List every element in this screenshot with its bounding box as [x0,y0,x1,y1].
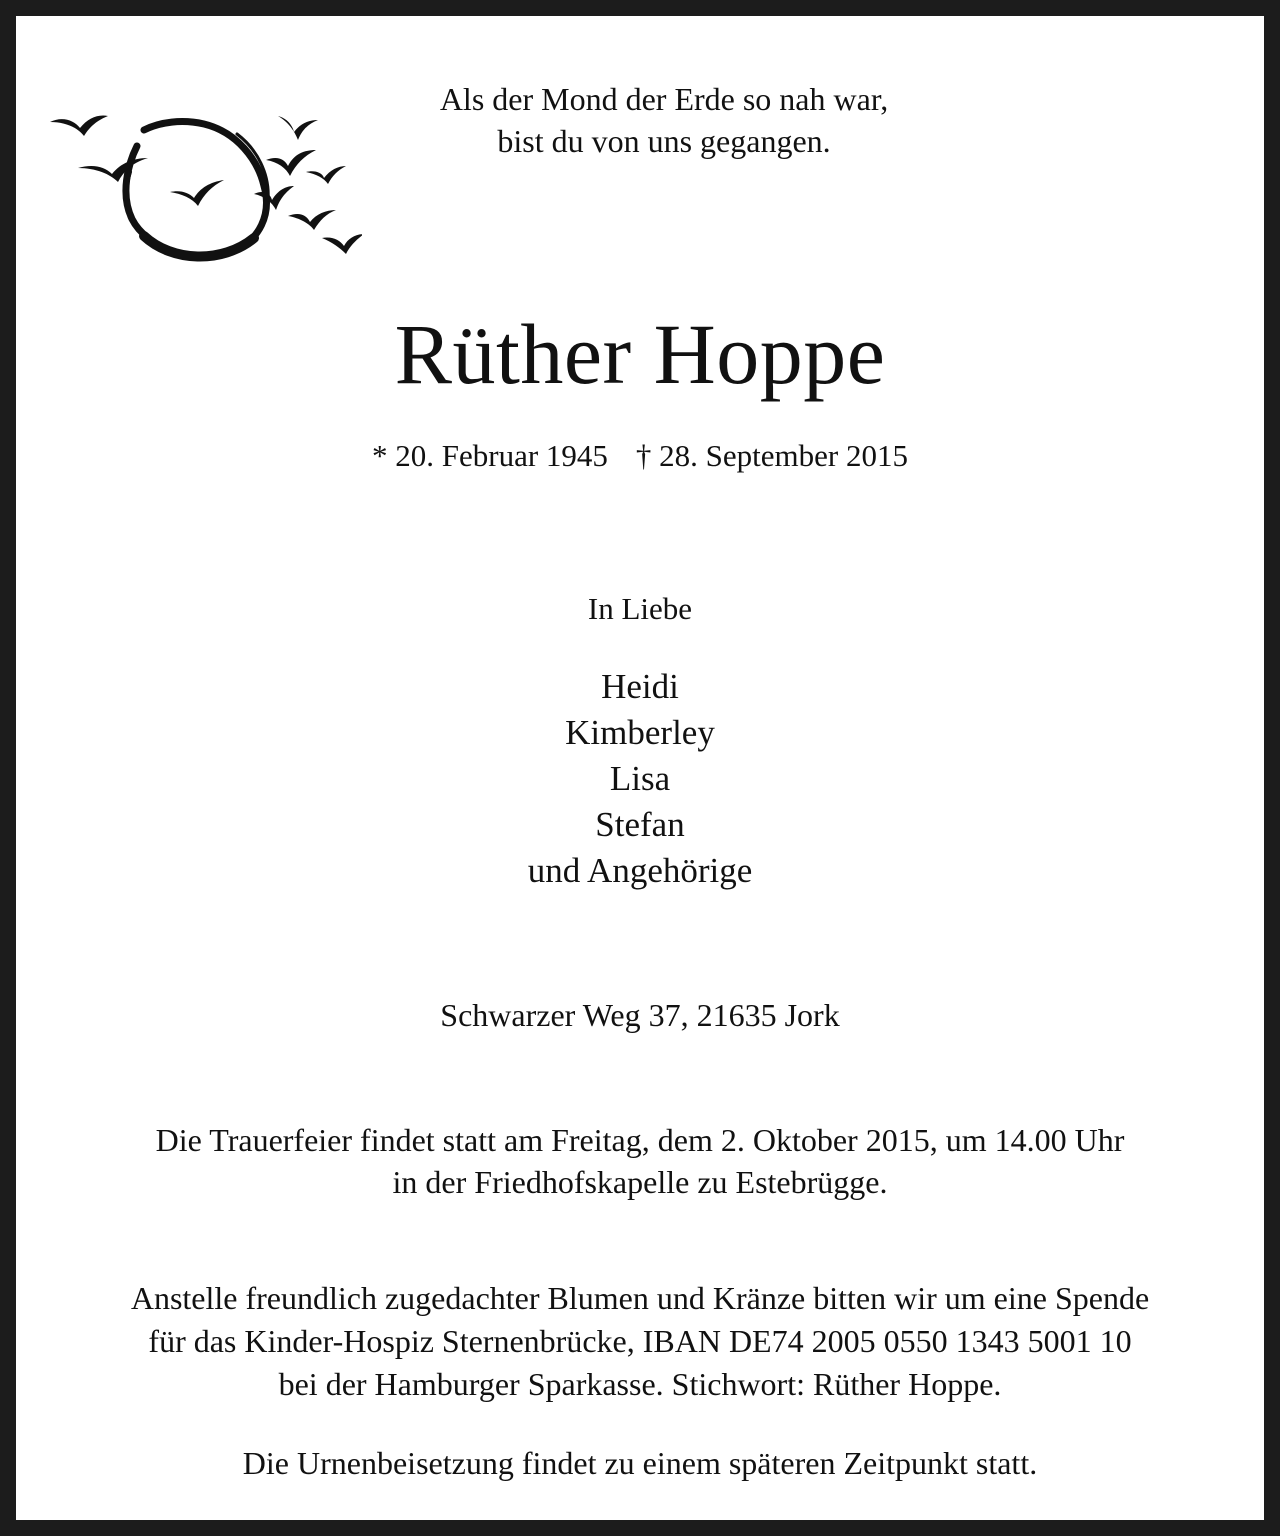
poem-line: bist du von uns gegangen. [497,123,831,159]
life-dates [16,436,1264,476]
ceremony-info [16,1119,1264,1203]
address: Schwarzer Weg 37, 21635 Jork [440,997,840,1033]
donation-line: Anstelle freundlich zugedachter Blumen und Kränze bitten wir um eine Spende [130,1280,1150,1316]
family-member: Kimberley [565,713,715,752]
in-liebe-heading: In Liebe [587,591,693,626]
family-list [16,664,1264,894]
family-member: Heidi [601,667,679,706]
death-date: † 28. September 2015 [635,438,908,473]
ceremony-line: Die Trauerfeier findet statt am Freitag, dem 2. Oktober 2015, um 14.00 Uhr [155,1122,1125,1158]
poem [186,78,1142,162]
donation-line: für das Kinder-Hospiz Sternenbrücke, IBAN DE74 2005 0550 1343 5001 10 [148,1323,1132,1359]
family-member: und Angehörige [527,851,753,890]
family-member: Lisa [609,759,671,798]
urn-burial-note: Die Urnenbeisetzung findet zu einem späteren Zeitpunkt statt. [242,1445,1038,1481]
family-member: Stefan [595,805,685,844]
deceased-name: Rüther Hoppe [394,306,886,402]
ceremony-line: in der Friedhofskapelle zu Estebrügge. [392,1164,888,1200]
donation-info [16,1277,1264,1406]
birth-date: * 20. Februar 1945 [372,438,608,473]
donation-line: bei der Hamburger Sparkasse. Stichwort: Rüther Hoppe. [278,1366,1002,1402]
poem-line: Als der Mond der Erde so nah war, [439,81,889,117]
